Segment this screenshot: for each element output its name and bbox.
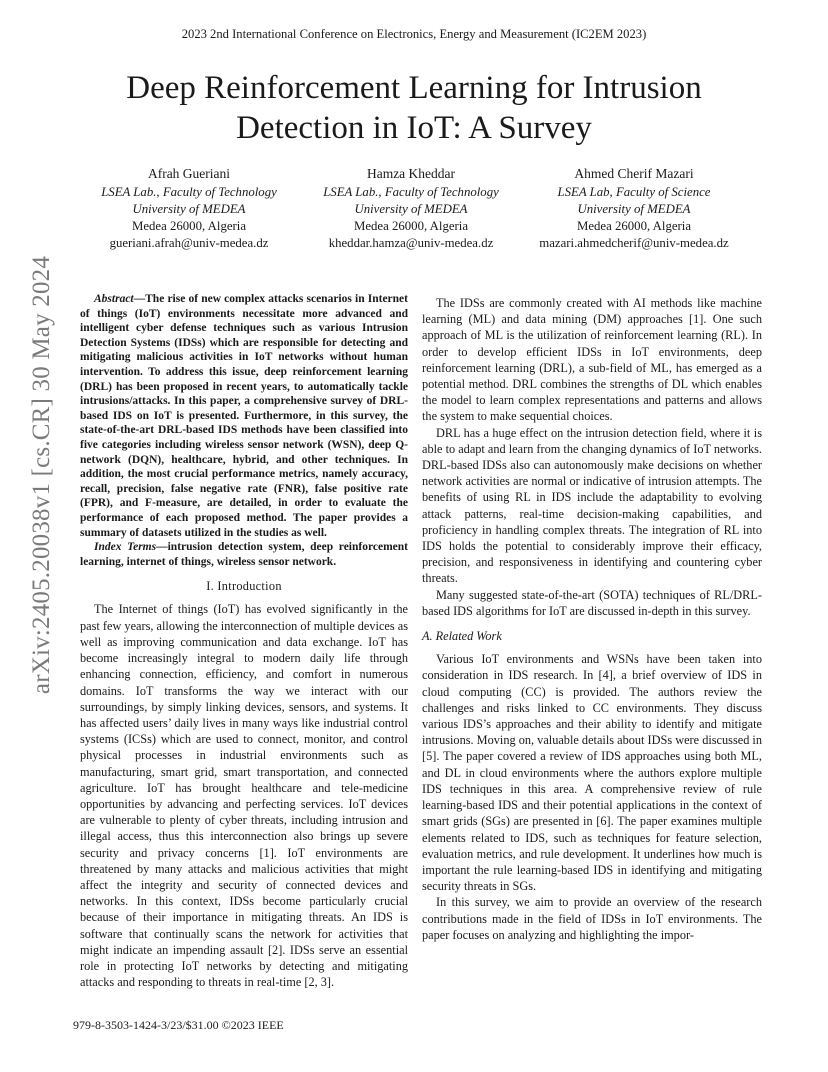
author-name: Ahmed Cherif Mazari <box>574 166 694 181</box>
abstract-text: —The rise of new complex attacks scenarios in Internet of things (IoT) environments necessitate more advanced and intelligent cyber defense techniques such as various Intrusion Detection Systems (IDSs) which are responsible for detecting and mitigating malicious activities in IoT networks without human intervention. To address this issue, deep reinforcement learning (DRL) has been proposed in recent years, to automatically tackle intrusions/attacks. In this paper, a comprehensive survey of DRL-based IDS on IoT is presented. Furthermore, in this survey, the state-of-the-art DRL-based IDS methods have been classified into five categories including wireless sensor network (WSN), deep Q-network (DQN), healthcare, hybrid, and other techniques. In addition, the most crucial performance metrics, namely accuracy, recall, precision, false negative rate (FNR), false positive rate (FPR), and F-measure, are detailed, in order to evaluate the performance of each proposed method. The paper provides a summary of datasets utilized in the studies as well. <box>80 293 408 539</box>
copyright-footer: 979-8-3503-1424-3/23/$31.00 ©2023 IEEE <box>73 1018 284 1032</box>
abstract <box>80 292 408 540</box>
author-affiliation: LSEA Lab, Faculty of Science <box>557 185 711 199</box>
arxiv-id: arXiv:2405.20038v1 [cs.CR] 30 May 2024 <box>28 255 55 695</box>
section-heading-introduction: I. Introduction <box>206 579 282 594</box>
subsection-heading-related-work: A. Related Work <box>422 629 502 644</box>
title-line-2: Detection in IoT: A Survey <box>236 110 592 146</box>
author-university: University of MEDEA <box>354 202 468 216</box>
title-line-1: Deep Reinforcement Learning for Intrusion <box>126 70 702 106</box>
index-terms <box>80 540 408 569</box>
author-address: Medea 26000, Algeria <box>131 219 247 233</box>
author-affiliation: LSEA Lab., Faculty of Technology <box>101 185 277 199</box>
index-terms-text: —intrusion detection system, deep reinforcement learning, internet of things, wireless sensor network. <box>80 541 408 568</box>
index-terms-label: Index Terms <box>94 541 157 554</box>
author-block-2 <box>286 165 536 252</box>
author-email: gueriani.afrah@univ-medea.dz <box>109 236 269 250</box>
author-email: mazari.ahmedcherif@univ-medea.dz <box>539 236 729 250</box>
author-name: Afrah Gueriani <box>147 166 231 181</box>
intro-paragraph: The Internet of things (IoT) has evolved significantly in the past few years, allowing the interconnection of multiple devices as well as improving communication and data exchange. IoT has become increasingly integral to modern daily life through enhancing connection, efficiency, and comfort in numerous domains. IoT transforms the way we interact with our surroundings, by simply linking devices, sensors, and systems. It has affected users’ daily lives in many ways like industrial control systems (ICSs) which are used to connect, monitor, and control physical processes in industrial environments such as manufacturing, smart grid, smart transportation, and connected agriculture. IoT has brought healthcare and tele-medicine opportunities by advancing and perfecting services. IoT devices are vulnerable to plenty of cyber threats, including intrusion and illegal access, thus this interconnection also brings up severe security and privacy concerns [1]. IoT environments are threatened by many attacks and malicious activities that might affect the integrity and security of connected devices and networks. In this context, IDSs become particularly crucial because of their importance in mitigating threats. An IDS is software that continually scans the network for activities that might indicate an impending assault [2]. IDSs serve an essential role in protecting IoT networks by detecting and mitigating attacks and responding to threats in real-time [2, 3]. <box>80 602 408 990</box>
author-affiliation: LSEA Lab., Faculty of Technology <box>323 185 499 199</box>
body-paragraph: Various IoT environments and WSNs have been taken into consideration in IDS research. In [4], a brief overview of IDS in cloud computing (CC) is provided. The authors review the challenges and risks linked to CC environments. They discuss various IDS’s approaches and their ability to identify and mitigate intrusions. Moving on, valuable details about IDSs were discussed in [5]. The paper covered a review of IDS approaches using both ML, and DL in cloud environments where the authors explore multiple IDS techniques in this area. A comprehensive review of rule learning-based IDS and their potential applications in the context of smart grids (SGs) are presented in [6]. The paper examines multiple elements related to IDS, such as techniques for feature selection, evaluation metrics, and rule development. It underlines how much is important the rule learning-based IDS in identifying and mitigating security threats in SGs. <box>422 652 762 894</box>
paper-title <box>60 68 768 148</box>
author-university: University of MEDEA <box>577 202 691 216</box>
author-address: Medea 26000, Algeria <box>353 219 469 233</box>
body-paragraph: The IDSs are commonly created with AI methods like machine learning (ML) and data mining (DM) approaches [1]. One such approach of ML is the utilization of reinforcement learning (RL). In order to develop efficient IDSs in IoT environments, deep reinforcement learning (DRL), a sub-field of ML, has emerged as a potential method. DRL combines the strengths of DL which enables the model to learn complex representations and patterns and allows the system to make sequential choices. <box>422 296 762 424</box>
author-name: Hamza Kheddar <box>366 166 456 181</box>
body-paragraph: Many suggested state-of-the-art (SOTA) techniques of RL/DRL-based IDS algorithms for IoT are discussed in-depth in this survey. <box>422 587 762 618</box>
conference-header: 2023 2nd International Conference on Electronics, Energy and Measurement (IC2EM 2023) <box>181 27 647 41</box>
author-block-3 <box>509 165 759 252</box>
left-column <box>80 292 408 990</box>
body-paragraph: In this survey, we aim to provide an overview of the research contributions made in the field of IDSs in IoT environments. The paper focuses on analyzing and highlighting the impor- <box>422 895 762 942</box>
right-column <box>422 295 762 943</box>
abstract-label: Abstract <box>94 293 134 305</box>
author-address: Medea 26000, Algeria <box>576 219 692 233</box>
body-paragraph: DRL has a huge effect on the intrusion detection field, where it is able to adapt and learn from the changing dynamics of IoT networks. DRL-based IDSs also can autonomously make decisions on whether network activities are normal or indicative of intrusion attempts. The benefits of using RL in IDS include the adaptability to evolving attack patterns, real-time decision-making capabilities, and proficiency in handling complex threats. The integration of RL into IDS holds the potential to considerably improve their efficacy, precision, and responsiveness in identifying and countering cyber threats. <box>422 425 762 586</box>
author-block-1 <box>64 165 314 252</box>
author-university: University of MEDEA <box>132 202 246 216</box>
author-email: kheddar.hamza@univ-medea.dz <box>328 236 494 250</box>
